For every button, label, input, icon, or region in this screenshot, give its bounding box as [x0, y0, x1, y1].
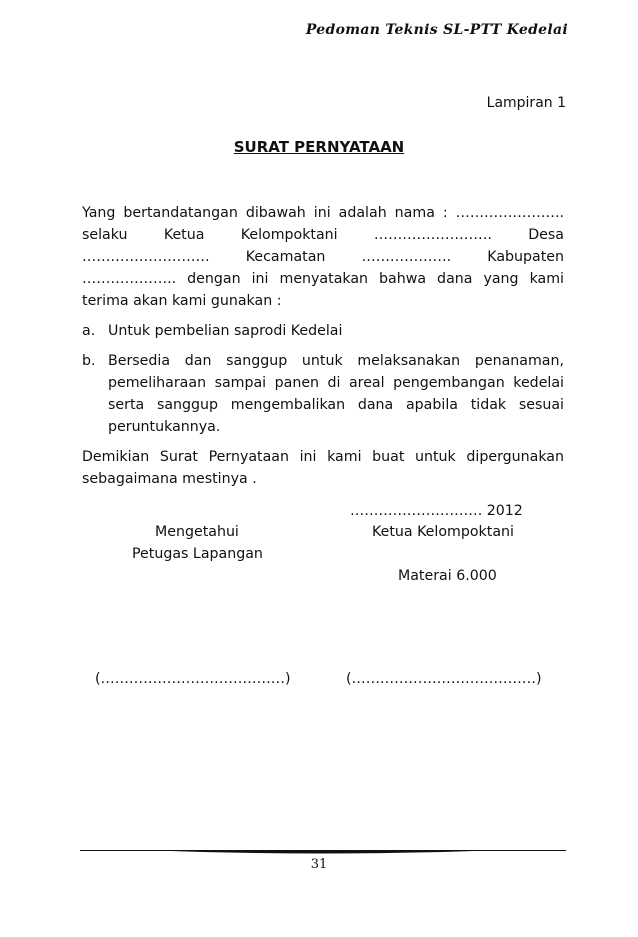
- appendix-label: Lampiran 1: [486, 95, 566, 111]
- list-marker: b.: [82, 353, 96, 369]
- footer-divider: [80, 846, 566, 856]
- list-item-text: Untuk pembelian saprodi Kedelai: [108, 323, 343, 339]
- list-item: [82, 320, 564, 342]
- paragraph-line: Yang bertandatangan dibawah ini adalah nama : …………………..: [82, 205, 564, 221]
- acknowledged-label: Mengetahui: [155, 524, 239, 540]
- stamp-duty-label: Materai 6.000: [398, 568, 497, 584]
- document-title: SURAT PERNYATAAN: [233, 138, 405, 156]
- running-header: Pedoman Teknis SL-PTT Kedelai: [305, 22, 568, 38]
- left-signature-name: (…………………………………): [95, 671, 291, 687]
- group-leader-label: Ketua Kelompoktani: [372, 524, 514, 540]
- signature-date: ………………………. 2012: [350, 503, 523, 519]
- field-officer-label: Petugas Lapangan: [132, 546, 263, 562]
- paragraph-line: selaku Ketua Kelompoktani ……………………. Desa: [82, 227, 564, 243]
- paragraph-line: terima akan kami gunakan :: [82, 293, 282, 309]
- paragraph-line: ……………………… Kecamatan ………………. Kabupaten: [82, 249, 564, 265]
- paragraph-line: ……………….. dengan ini menyatakan bahwa dana yang kami: [82, 271, 564, 287]
- closing-paragraph: Demikian Surat Pernyataan ini kami buat untuk dipergunakan sebagaimana mestinya .: [82, 449, 564, 487]
- list-marker: a.: [82, 323, 96, 339]
- list-item-text: Bersedia dan sanggup untuk melaksanakan penanaman, pemeliharaan sampai panen di areal pengembangan kedelai serta sanggup mengembalikan dana apabila tidak sesuai peruntukannya.: [108, 353, 564, 435]
- letter-body: [82, 202, 564, 490]
- list-item: [82, 350, 564, 438]
- page-number: 31: [310, 857, 328, 872]
- right-signature-name: (…………………………………): [346, 671, 542, 687]
